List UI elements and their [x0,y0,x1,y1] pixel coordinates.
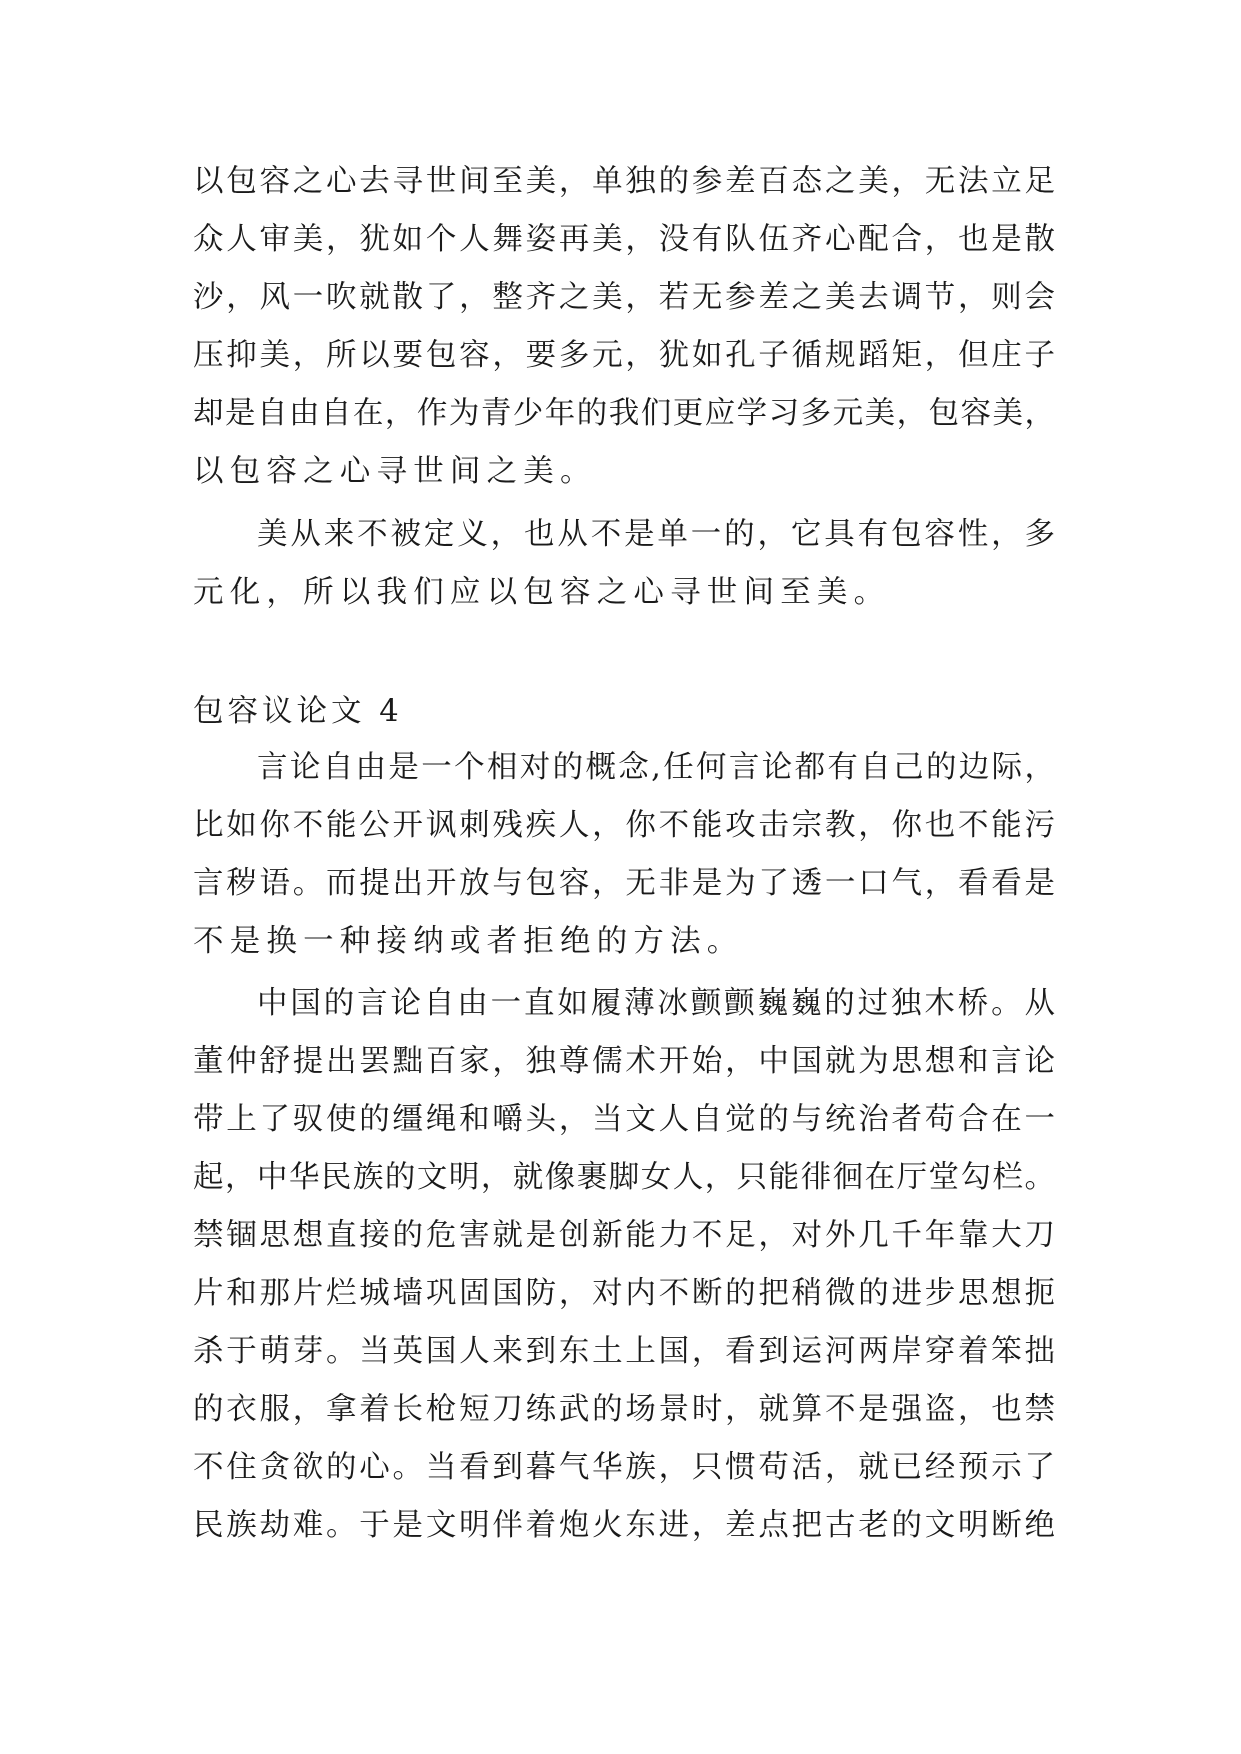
essay-heading: 包容议论文 4 [193,694,403,729]
text-line: 压抑美，所以要包容，要多元，犹如孔子循规蹈矩，但庄子 [193,338,1055,373]
text-line: 禁锢思想直接的危害就是创新能力不足，对外几千年靠大刀 [193,1218,1055,1253]
text-line: 言论自由是一个相对的概念,任何言论都有自己的边际， [257,750,1055,785]
text-line: 以包容之心寻世间之美。 [193,454,597,489]
text-line: 民族劫难。于是文明伴着炮火东进，差点把古老的文明断绝 [193,1508,1055,1543]
text-line: 杀于萌芽。当英国人来到东土上国，看到运河两岸穿着笨拙 [193,1334,1055,1369]
text-line: 不是换一种接纳或者拒绝的方法。 [193,924,744,959]
text-line: 董仲舒提出罢黜百家，独尊儒术开始，中国就为思想和言论 [193,1044,1055,1079]
text-line: 中国的言论自由一直如履薄冰颤颤巍巍的过独木桥。从 [257,986,1055,1021]
text-line: 比如你不能公开讽刺残疾人，你不能攻击宗教，你也不能污 [193,808,1055,843]
text-line: 片和那片烂城墙巩固国防，对内不断的把稍微的进步思想扼 [193,1276,1055,1311]
text-line: 众人审美，犹如个人舞姿再美，没有队伍齐心配合，也是散 [193,222,1055,257]
text-line: 起，中华民族的文明，就像裹脚女人，只能徘徊在厅堂勾栏。 [193,1160,1055,1195]
text-line: 元化，所以我们应以包容之心寻世间至美。 [193,575,891,610]
text-line: 带上了驭使的缰绳和嚼头，当文人自觉的与统治者苟合在一 [193,1102,1055,1137]
text-line: 的衣服，拿着长枪短刀练武的场景时，就算不是强盗，也禁 [193,1392,1055,1427]
text-line: 美从来不被定义，也从不是单一的，它具有包容性，多 [257,517,1055,552]
text-line: 以包容之心去寻世间至美，单独的参差百态之美，无法立足 [193,164,1055,199]
text-line: 沙，风一吹就散了，整齐之美，若无参差之美去调节，则会 [193,280,1055,315]
text-line: 不住贪欲的心。当看到暮气华族，只惯苟活，就已经预示了 [193,1450,1055,1485]
text-line: 却是自由自在，作为青少年的我们更应学习多元美，包容美， [193,396,1055,431]
text-line: 言秽语。而提出开放与包容，无非是为了透一口气，看看是 [193,866,1055,901]
